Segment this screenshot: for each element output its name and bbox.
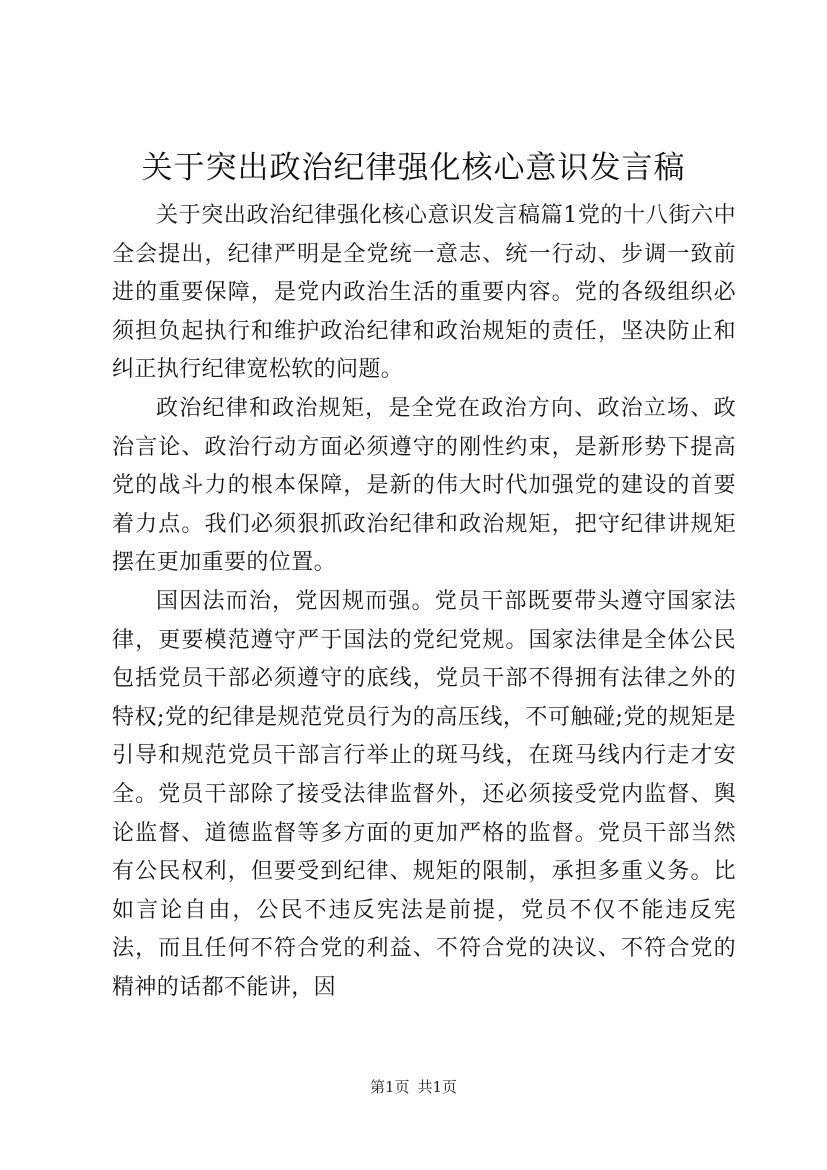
page-footer — [0, 1077, 827, 1097]
page-total: 共1页 — [417, 1078, 458, 1096]
paragraph-1: 关于突出政治纪律强化核心意识发言稿篇1党的十八街六中全会提出，纪律严明是全党统一意志、统一行动、步调一致前进的重要保障，是党内政治生活的重要内容。党的各级组织必须担负起执行和维护政治纪律和政治规矩的责任，坚决防止和纠正执行纪律宽松软的问题。 — [112, 203, 736, 383]
paragraph-3: 国因法而治，党因规而强。党员干部既要带头遵守国家法律，更要模范遵守严于国法的党纪党规。国家法律是全体公民包括党员干部必须遵守的底线，党员干部不得拥有法律之外的特权;党的纪律是规范党员行为的高压线，不可触碰;党的规矩是引导和规范党员干部言行举止的斑马线，在斑马线内行走才安全。党员干部除了接受法律监督外，还必须接受党内监督、舆论监督、道德监督等多方面的更加严格的监督。党员干部当然有公民权利，但要受到纪律、规矩的限制，承担多重义务。比如言论自由，公民不违反宪法是前提，党员不仅不能违反宪法，而且任何不符合党的利益、不符合党的决议、不符合党的精神的话都不能讲，因 — [112, 588, 736, 1000]
document-title: 关于突出政治纪律强化核心意识发言稿 — [141, 150, 686, 186]
paragraph-2: 政治纪律和政治规矩，是全党在政治方向、政治立场、政治言论、政治行动方面必须遵守的刚性约束，是新形势下提高党的战斗力的根本保障，是新的伟大时代加强党的建设的首要着力点。我们必须狠抓政治纪律和政治规矩，把守纪律讲规矩摆在更加重要的位置。 — [112, 395, 736, 576]
page-number: 第1页 — [369, 1078, 410, 1096]
document-body — [112, 197, 736, 1007]
